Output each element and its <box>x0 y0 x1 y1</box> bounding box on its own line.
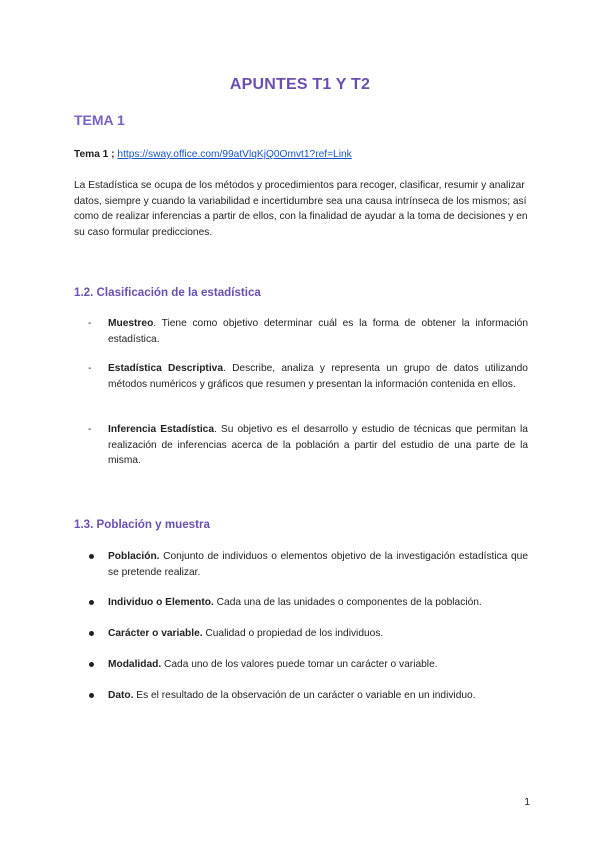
definition-inferencia-estadistica: . Su objetivo es el desarrollo y estudio de técnicas que permitan la realización de inferencias acerca de la población a partir del estudio de una parte de la misma. <box>108 424 528 466</box>
term-muestreo: Muestreo <box>108 318 154 329</box>
subsection-heading-poblacion: 1.3. Población y muestra <box>74 518 210 531</box>
term-modalidad: Modalidad. <box>108 659 162 670</box>
definition-muestreo: . Tiene como objetivo determinar cuál es la forma de obtener la información estadística. <box>108 318 528 345</box>
intro-paragraph: La Estadística se ocupa de los métodos y procedimientos para recoger, clasificar, resumir y analizar datos, siempre y cuando la variabilidad e incertidumbre sea una causa intrínseca de los mismos; así como de realizar inferencias a partir de ellos, con la finalidad de ayudar a la toma de decisiones y en su caso formular predicciones. <box>74 180 528 238</box>
bullet-icon <box>89 554 94 559</box>
definition-caracter: Cualidad o propiedad de los individuos. <box>202 628 384 639</box>
definition-poblacion: Conjunto de individuos o elementos objetivo de la investigación estadística que se pretende realizar. <box>108 551 528 578</box>
term-dato: Dato. <box>108 690 134 701</box>
definition-estadistica-descriptiva: . Describe, analiza y representa un grupo de datos utilizando métodos numéricos y gráficos que resumen y presentan la información contenida en ellos. <box>108 363 528 390</box>
tema-reference-line <box>74 149 352 160</box>
dash-marker: - <box>88 318 92 329</box>
subsection-heading-clasificacion: 1.2. Clasificación de la estadística <box>74 286 261 299</box>
term-individuo: Individuo o Elemento. <box>108 597 214 608</box>
definition-individuo: Cada una de las unidades o componentes de la población. <box>213 597 482 608</box>
term-caracter: Carácter o variable. <box>108 628 203 639</box>
definition-dato: Es el resultado de la observación de un carácter o variable en un individuo. <box>133 690 476 701</box>
sway-link[interactable]: https://sway.office.com/99atVlqKjQ0Omvt1?ref=Link <box>117 149 352 160</box>
document-title: APUNTES T1 Y T2 <box>229 76 371 93</box>
bullet-icon <box>89 693 94 698</box>
list-item-text <box>108 549 528 580</box>
term-inferencia-estadistica: Inferencia Estadística <box>108 424 214 435</box>
list-item-text <box>108 422 528 469</box>
definition-modalidad: Cada uno de los valores puede tomar un carácter o variable. <box>161 659 438 670</box>
tema-reference-label: Tema 1 ; <box>74 149 115 160</box>
term-poblacion: Población. <box>108 551 160 562</box>
list-item-text <box>108 657 528 673</box>
list-item-text <box>108 595 528 611</box>
list-item-text <box>108 626 528 642</box>
bullet-icon <box>89 662 94 667</box>
list-item-text <box>108 361 528 392</box>
list-item-text <box>108 316 528 347</box>
dash-marker: - <box>88 424 92 435</box>
page-number: 1 <box>524 797 530 808</box>
term-estadistica-descriptiva: Estadística Descriptiva <box>108 363 223 374</box>
bullet-icon <box>89 631 94 636</box>
dash-marker: - <box>88 363 92 374</box>
list-item-text <box>108 688 528 704</box>
section-heading-tema-1: TEMA 1 <box>74 112 125 128</box>
bullet-icon <box>89 600 94 605</box>
